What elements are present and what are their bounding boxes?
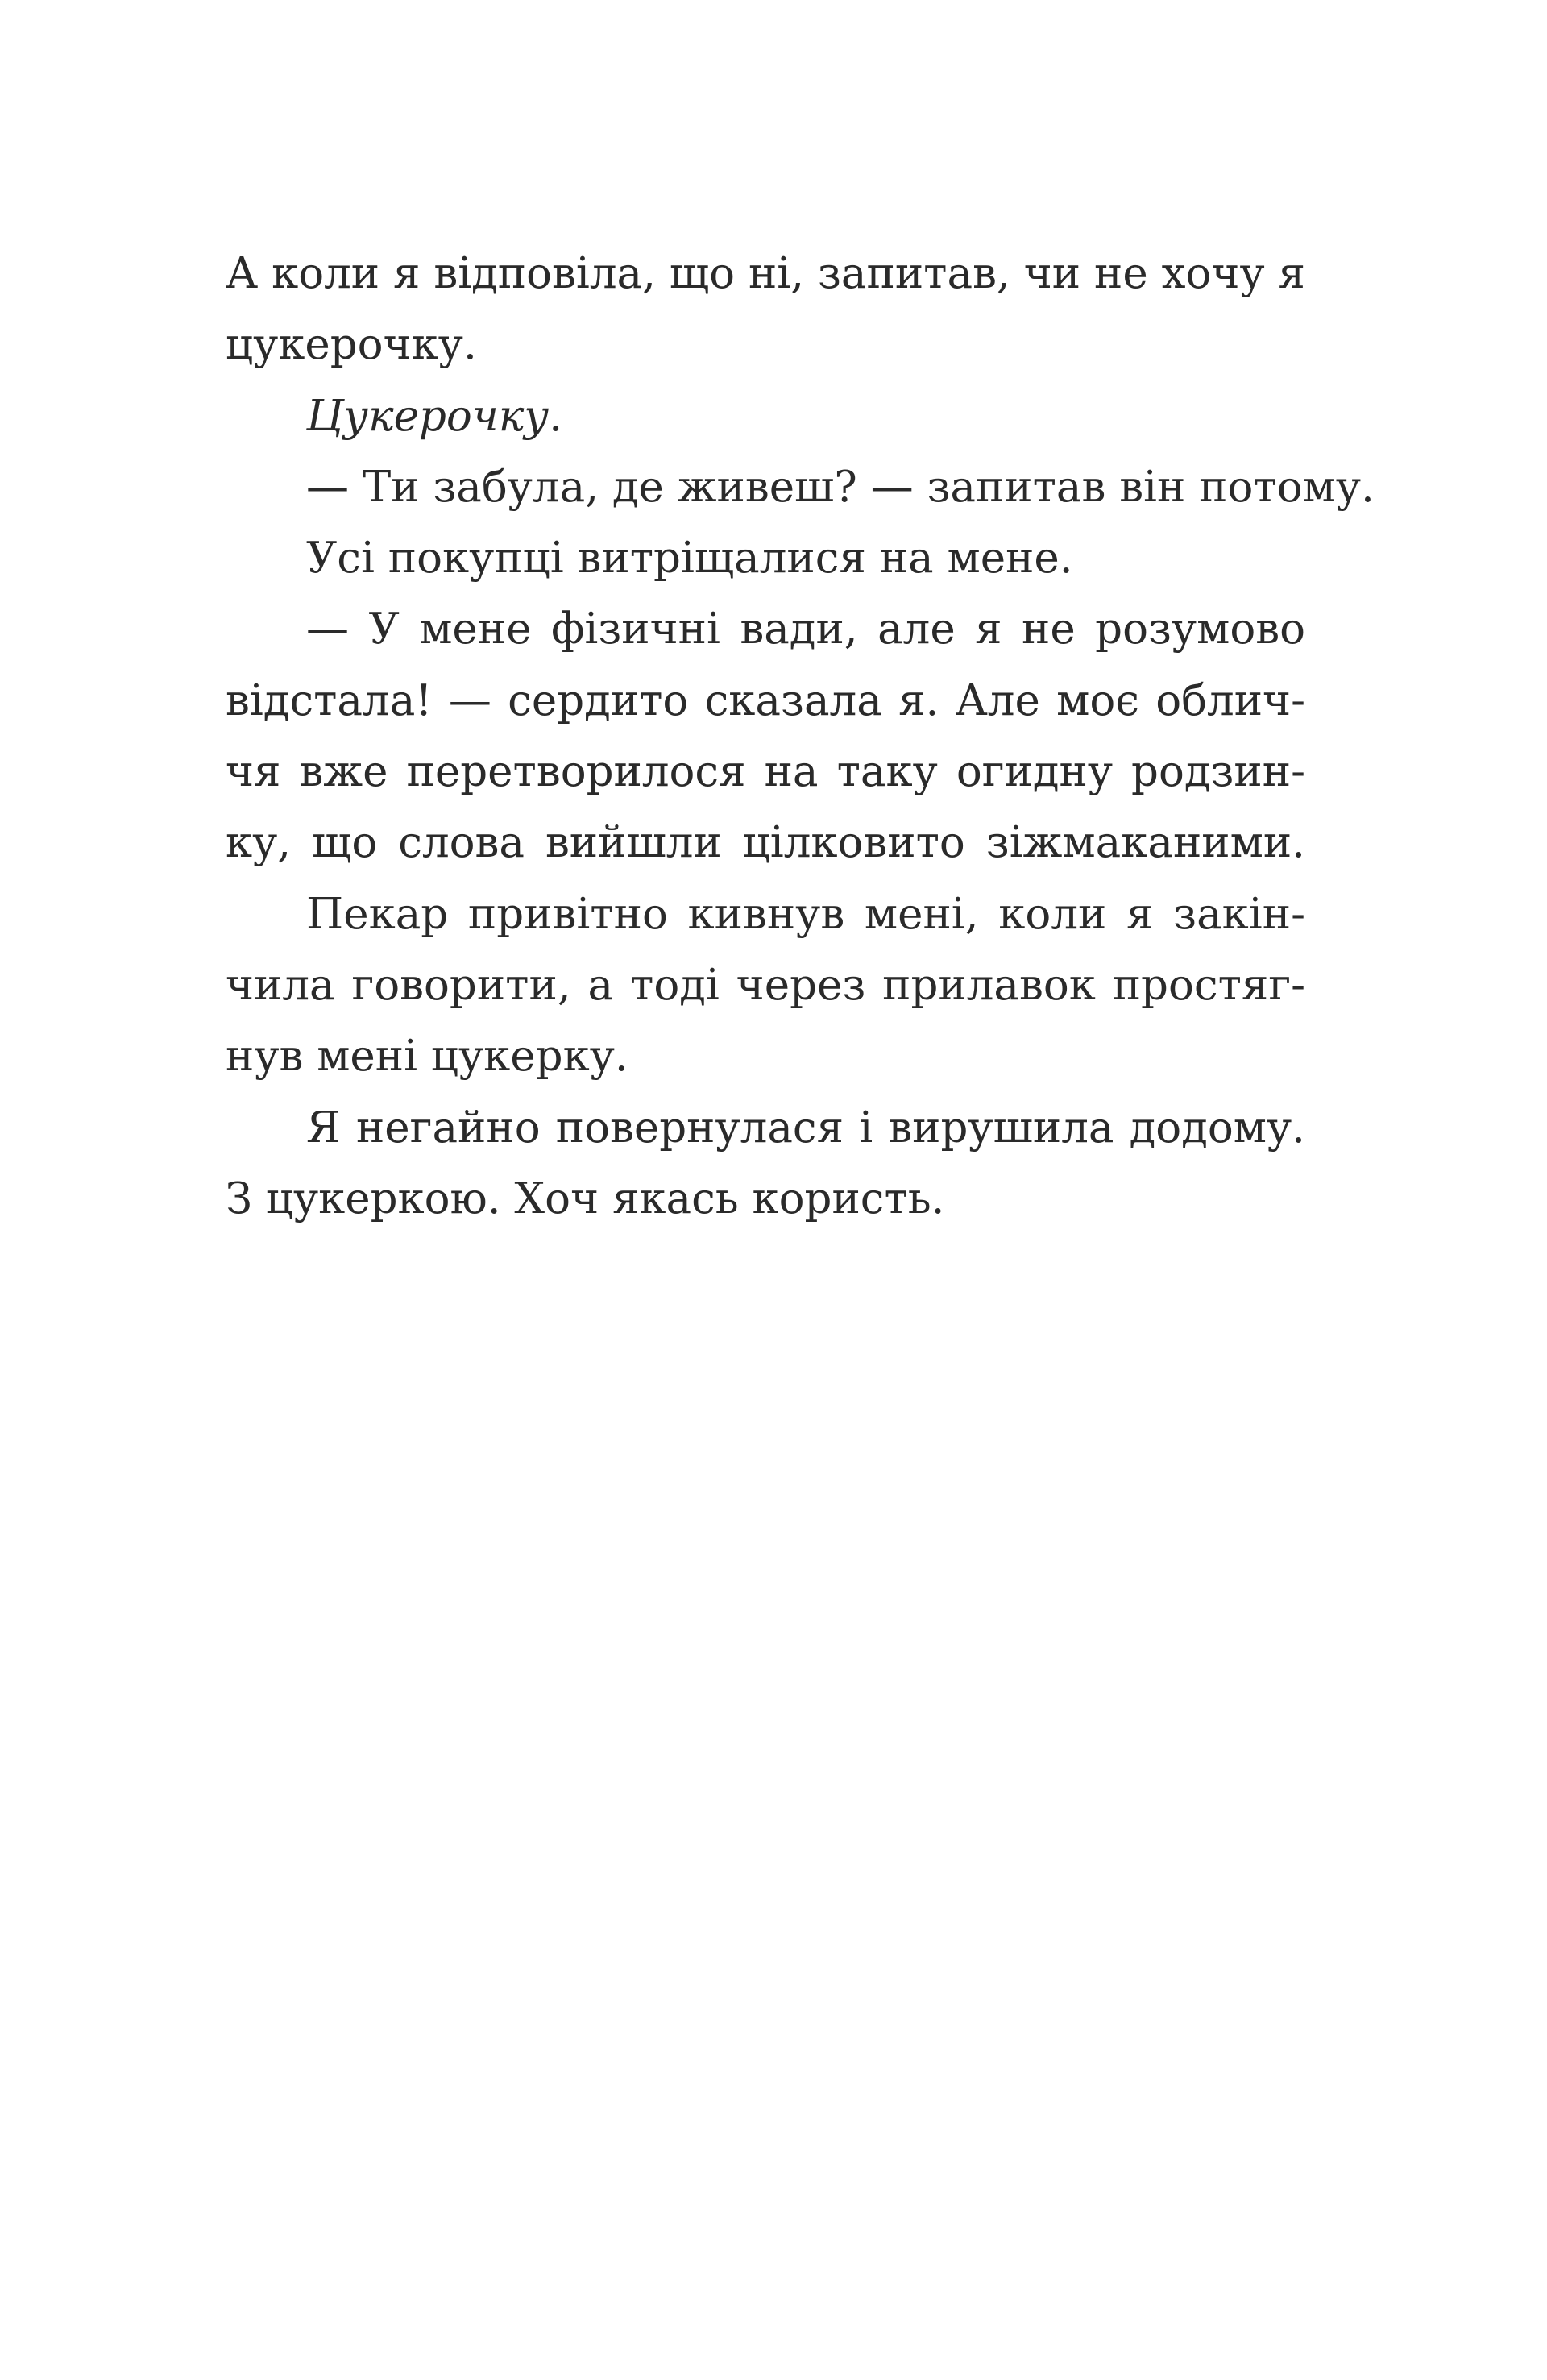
text-line: цукерочку. <box>226 320 477 370</box>
text-line: чила говорити, а тоді через прилавок простяг- <box>226 960 1305 1010</box>
text-line: — Ти забула, де живеш? — запитав він потому. <box>306 462 1375 512</box>
line-suffix: . <box>549 391 563 441</box>
text-line: чя вже перетворилося на таку огидну родзин- <box>226 747 1305 797</box>
body-text <box>226 239 1375 1235</box>
text-line: нув мені цукерку. <box>226 1032 628 1082</box>
text-line <box>226 381 1305 452</box>
text-line: — У мене фізичні вади, але я не розумово <box>306 604 1305 654</box>
text-line: Пекар привітно кивнув мені, коли я закін- <box>306 889 1305 939</box>
text-line: А коли я відповіла, що ні, запитав, чи не хочу я <box>226 249 1305 298</box>
text-line: З цукеркою. Хоч якась користь. <box>226 1173 945 1223</box>
italic-word: Цукерочку <box>306 391 550 441</box>
text-line: Я негайно повернулася і вирушила додому. <box>306 1103 1305 1153</box>
text-line: Усі покупці витріщалися на мене. <box>306 534 1073 584</box>
text-line: ку, що слова вийшли цілковито зіжмаканими. <box>226 818 1305 868</box>
text-line: відстала! — сердито сказала я. Але моє облич- <box>226 675 1305 725</box>
